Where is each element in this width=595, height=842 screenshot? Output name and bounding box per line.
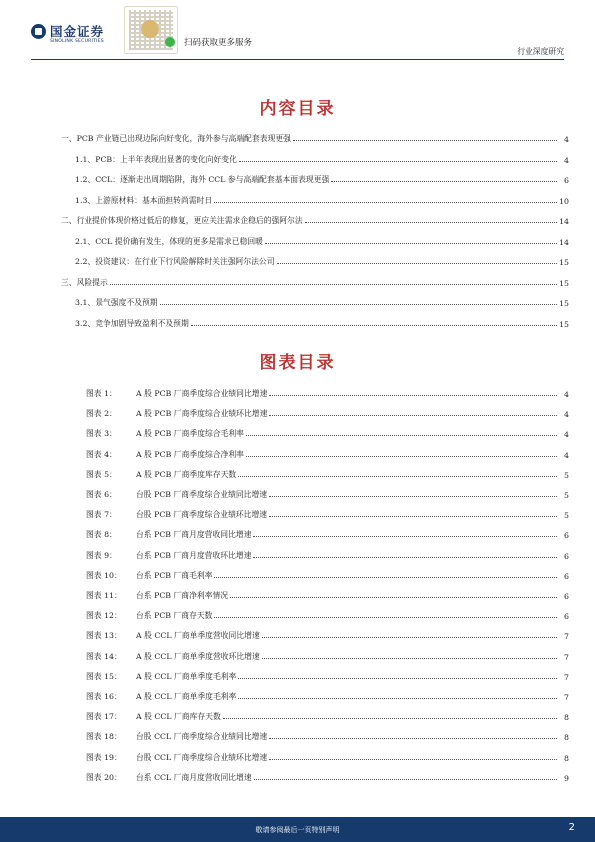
figure-entry-label: 图表 16：: [86, 692, 122, 701]
figure-entry-label: 图表 19：: [86, 752, 122, 762]
figure-entry-label: 图表 3：: [86, 429, 117, 439]
toc-leader-dots: [305, 222, 557, 223]
toc-entry[interactable]: [61, 274, 569, 288]
figure-entry-title: 台系 PCB 厂商月度营收同比增速: [136, 530, 252, 540]
figure-leader-dots: [269, 496, 557, 497]
figure-list-title: 图表目录: [259, 353, 336, 373]
toc-entry-page: 14: [559, 237, 569, 247]
figure-entry-title: A 股 CCL 厂商单季度毛利率: [136, 671, 237, 681]
figure-entry-title: A 股 PCB 厂商季度综合净利率: [136, 449, 244, 459]
figure-leader-dots: [246, 435, 557, 436]
figure-leader-dots: [223, 718, 557, 719]
figure-entry-page: 6: [564, 612, 569, 622]
toc-entry-page: 6: [564, 176, 569, 185]
figure-entry[interactable]: [86, 547, 569, 561]
report-type-label: 行业深度研究: [517, 47, 564, 56]
logo-name-cn: 国金证券: [50, 24, 105, 39]
figure-entry-title: 台股 CCL 厂商季度综合业绩环比增速: [136, 752, 268, 762]
toc-leader-dots: [265, 243, 557, 244]
toc-leader-dots: [293, 140, 557, 141]
toc-entry-page: 4: [564, 135, 569, 144]
toc-leader-dots: [191, 325, 557, 326]
figure-entry[interactable]: [86, 567, 569, 581]
figure-entry[interactable]: [86, 688, 569, 702]
figure-entry-title: A 股 PCB 厂商季度综合业绩同比增速: [136, 389, 268, 398]
figure-entry-page: 6: [564, 592, 569, 601]
figure-entry[interactable]: [86, 708, 569, 722]
toc-entry[interactable]: [75, 315, 569, 329]
toc-title: 内容目录: [259, 99, 336, 119]
figure-entry-label: 图表 11：: [86, 591, 122, 600]
figure-entry-title: 台系 CCL 厂商月度营收同比增速: [136, 772, 252, 782]
figure-entry-title: A 股 PCB 厂商季度综合毛利率: [136, 429, 244, 439]
toc-leader-dots: [214, 202, 557, 203]
figure-entry-label: 图表 4：: [86, 449, 117, 459]
figure-entry[interactable]: [86, 385, 569, 399]
figure-entry-title: 台系 PCB 厂商月度营收环比增速: [136, 550, 252, 560]
figure-entry[interactable]: [86, 668, 569, 682]
figure-entry[interactable]: [86, 607, 569, 621]
footer-disclaimer: 敬请参阅最后一页特别声明: [255, 826, 340, 834]
figure-entry-page: 5: [564, 491, 569, 500]
figure-entry-label: 图表 2：: [86, 409, 117, 419]
figure-entry-page: 6: [564, 531, 569, 541]
toc-entry-page: 15: [559, 319, 569, 329]
figure-entry-title: 台股 PCB 厂商季度综合业绩同比增速: [136, 490, 268, 499]
toc-entry-title: 3.1、景气强度不及预期: [75, 298, 158, 307]
toc-entry-title: 3.2、竞争加剧导致盈利不及预期: [75, 318, 189, 328]
figure-entry-label: 图表 10：: [86, 570, 122, 580]
page-number: 2: [568, 822, 575, 833]
figure-entry-page: 7: [564, 693, 569, 702]
toc-entry-title: 2.2、投资建议：在行业下行风险解除时关注强阿尔法公司: [75, 257, 275, 266]
figure-entry[interactable]: [86, 486, 569, 500]
toc-leader-dots: [331, 181, 557, 182]
figure-entry-title: A 股 CCL 厂商单季度营收同比增速: [136, 631, 260, 641]
toc-entry[interactable]: [61, 212, 569, 226]
figure-leader-dots: [269, 759, 557, 760]
figure-entry-title: A 股 PCB 厂商季度库存天数: [136, 469, 237, 479]
figure-entry-label: 图表 7：: [86, 510, 117, 520]
figure-leader-dots: [253, 557, 557, 558]
figure-entry-title: 台股 CCL 厂商季度综合业绩同比增速: [136, 732, 268, 742]
toc-leader-dots: [277, 263, 557, 264]
figure-entry-label: 图表 9：: [86, 550, 117, 560]
figure-leader-dots: [269, 738, 557, 739]
figure-entry-page: 5: [564, 470, 569, 480]
figure-entry[interactable]: [86, 405, 569, 419]
figure-leader-dots: [214, 577, 557, 578]
toc-entry-title: 二、行业提价体现价格过低后的修复，更应关注需求企稳后的强阿尔法: [61, 216, 303, 225]
figure-entry-page: 4: [564, 450, 569, 460]
page-header: [0, 0, 595, 62]
figure-leader-dots: [238, 476, 557, 477]
figure-entry-label: 图表 20：: [86, 772, 122, 782]
logo-mark-icon: [31, 24, 46, 39]
toc-entry[interactable]: [75, 294, 569, 308]
figure-entry[interactable]: [86, 466, 569, 480]
figure-entry-page: 6: [564, 571, 569, 581]
figure-entry[interactable]: [86, 728, 569, 742]
toc-leader-dots: [160, 304, 557, 305]
figure-entry-page: 7: [564, 632, 569, 642]
wechat-badge-icon: [165, 37, 175, 47]
figure-entry-title: 台股 PCB 厂商季度综合业绩环比增速: [136, 510, 268, 520]
toc-entry-title: 2.1、CCL 提价确有发生，体现的更多是需求已稳回暖: [75, 236, 263, 246]
figure-entry-page: 4: [564, 430, 569, 440]
figure-entry-page: 9: [564, 773, 569, 783]
figure-entry-page: 8: [564, 753, 569, 763]
figure-leader-dots: [253, 536, 557, 537]
figure-entry[interactable]: [86, 446, 569, 460]
figure-entry-title: 台系 PCB 厂商毛利率: [136, 570, 213, 580]
figure-leader-dots: [269, 415, 557, 416]
figure-entry-label: 图表 5：: [86, 469, 117, 479]
figure-leader-dots: [246, 456, 557, 457]
figure-leader-dots: [269, 516, 557, 517]
figure-entry-title: A 股 CCL 厂商单季度毛利率: [136, 692, 237, 701]
figure-leader-dots: [254, 779, 557, 780]
figure-entry-page: 5: [564, 511, 569, 521]
toc-entry-title: 1.1、PCB：上半年表现出显著的变化向好变化: [75, 154, 237, 164]
toc-entry-page: 15: [559, 258, 569, 267]
figure-leader-dots: [214, 617, 557, 618]
figure-leader-dots: [238, 698, 557, 699]
header-divider: [31, 59, 564, 60]
toc-entry[interactable]: [61, 130, 569, 144]
toc-entry-title: 一、PCB 产业链已出现边际向好变化，海外参与高端配套表现更强: [61, 134, 291, 143]
toc-entry-page: 4: [564, 155, 569, 165]
figure-entry-title: A 股 CCL 厂商库存天数: [136, 712, 221, 722]
figure-entry-label: 图表 8：: [86, 530, 117, 540]
figure-entry[interactable]: [86, 587, 569, 601]
figure-entry-page: 4: [564, 410, 569, 420]
figure-entry-label: 图表 18：: [86, 732, 122, 742]
figure-leader-dots: [269, 395, 557, 396]
figure-entry-page: 7: [564, 672, 569, 682]
page-footer: [0, 817, 595, 842]
figure-entry[interactable]: [86, 769, 569, 783]
figure-entry-title: 台系 PCB 厂商净利率情况: [136, 591, 229, 600]
figure-entry-title: A 股 PCB 厂商季度综合业绩环比增速: [136, 409, 268, 419]
figure-entry-label: 图表 6：: [86, 490, 117, 499]
toc-leader-dots: [239, 161, 557, 162]
toc-leader-dots: [110, 284, 557, 285]
scan-prompt: 扫码获取更多服务: [184, 38, 253, 48]
figure-entry[interactable]: [86, 648, 569, 662]
toc-entry[interactable]: [75, 253, 569, 267]
figure-leader-dots: [262, 658, 557, 659]
figure-entry[interactable]: [86, 506, 569, 520]
figure-entry-title: A 股 CCL 厂商单季度营收环比增速: [136, 651, 260, 661]
figure-entry[interactable]: [86, 526, 569, 540]
figure-entry[interactable]: [86, 425, 569, 439]
toc-entry-title: 三、风险提示: [61, 277, 108, 287]
toc-entry-page: 15: [559, 299, 569, 308]
toc-entry-title: 1.3、上游原材料：基本面担转尚需时日: [75, 195, 213, 205]
figure-entry-page: 8: [564, 713, 569, 723]
toc-entry-page: 15: [559, 278, 569, 288]
figure-leader-dots: [238, 678, 557, 679]
figure-entry-page: 4: [564, 390, 569, 399]
figure-entry[interactable]: [86, 627, 569, 641]
figure-leader-dots: [262, 637, 557, 638]
figure-entry-page: 6: [564, 551, 569, 561]
figure-entry-page: 7: [564, 652, 569, 662]
company-logo: [31, 22, 135, 50]
figure-entry-page: 8: [564, 733, 569, 743]
toc-entry[interactable]: [75, 233, 569, 247]
figure-entry-label: 图表 12：: [86, 611, 122, 621]
toc-entry[interactable]: [75, 151, 569, 165]
figure-leader-dots: [230, 597, 557, 598]
toc-entry-title: 1.2、CCL：逐渐走出周期陷阱，海外 CCL 参与高端配套基本面表现更强: [75, 175, 330, 184]
figure-entry-title: 台系 PCB 厂商存天数: [136, 611, 213, 621]
figure-entry-label: 图表 1：: [86, 389, 117, 398]
toc-entry-page: 10: [559, 196, 569, 206]
figure-entry-label: 图表 13：: [86, 631, 122, 641]
toc-entry[interactable]: [75, 192, 569, 206]
figure-entry-label: 图表 14：: [86, 651, 122, 661]
figure-entry[interactable]: [86, 749, 569, 763]
toc-entry-page: 14: [559, 217, 569, 226]
toc-entry[interactable]: [75, 171, 569, 185]
logo-name-en: SINOLINK SECURITIES: [50, 39, 104, 44]
figure-entry-label: 图表 15：: [86, 671, 122, 681]
figure-entry-label: 图表 17：: [86, 712, 122, 722]
